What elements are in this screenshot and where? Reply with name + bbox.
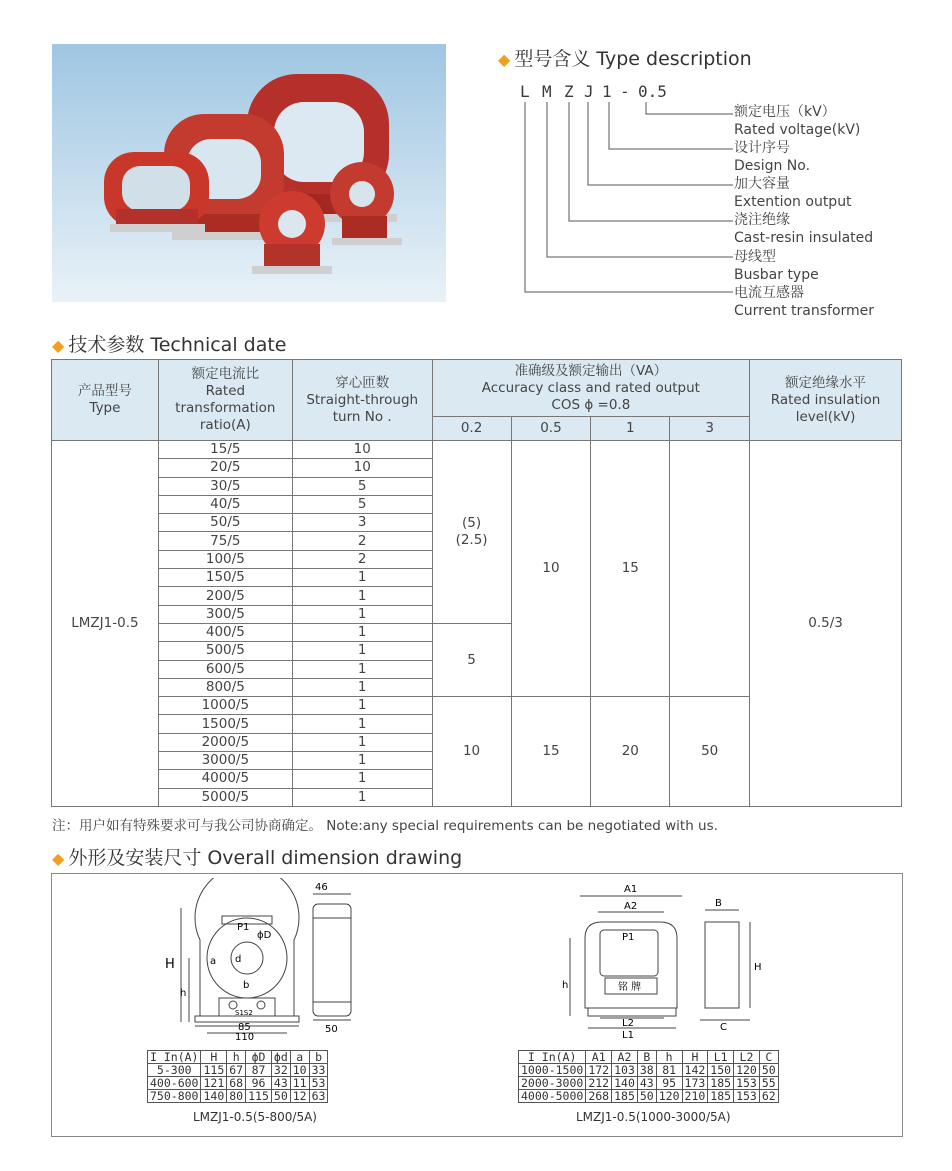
a-label: a [210, 956, 217, 967]
ratio-cell: 75/5 [158, 532, 292, 550]
col-header: B [637, 1051, 656, 1064]
turns-cell: 1 [292, 697, 432, 715]
group1-class-0-2: (5) (2.5) [432, 441, 511, 624]
diamond-bullet-icon: ◆ [498, 50, 511, 69]
turns-cell: 2 [292, 550, 432, 568]
large-ct-caption: LMZJ1-0.5(1000-3000/5A) [576, 1110, 731, 1124]
special-requirements-note: 注：用户如有特殊要求可与我公司协商确定。 Note:any special requirements can be negotiated with us. [52, 818, 718, 834]
table-cell: 50 [759, 1064, 778, 1077]
turns-cell: 2 [292, 532, 432, 550]
col-header: b [309, 1051, 328, 1064]
col-header: L2 [734, 1051, 760, 1064]
dimension-drawing-title-text: 外形及安装尺寸 Overall dimension drawing [68, 847, 463, 869]
dim-110-label: 110 [235, 1032, 255, 1043]
h-label: h [562, 980, 569, 991]
table-cell: 80 [227, 1090, 246, 1103]
header-insulation: 额定绝缘水平 Rated insulation level(kV) [750, 360, 902, 441]
code-char-m: M [542, 82, 552, 101]
header-class-3: 3 [670, 417, 750, 441]
turns-cell: 1 [292, 569, 432, 587]
header-class-1: 1 [591, 417, 670, 441]
dim-85-label: 85 [238, 1022, 251, 1033]
group1-class-1: 15 [591, 441, 670, 697]
table-cell: 210 [682, 1090, 708, 1103]
table-cell: 2000-3000 [519, 1077, 586, 1090]
ratio-cell: 600/5 [158, 660, 292, 678]
dim-46-label: 46 [315, 882, 328, 893]
turns-cell: 1 [292, 788, 432, 806]
turns-cell: 1 [292, 642, 432, 660]
header-accuracy: 准确级及额定输出（VA） Accuracy class and rated output COS ϕ =0.8 [432, 360, 749, 417]
technical-data-title [52, 330, 286, 357]
ratio-cell: 50/5 [158, 514, 292, 532]
turns-cell: 1 [292, 605, 432, 623]
turns-cell: 1 [292, 660, 432, 678]
meaning-voltage-zh: 额定电压（kV） [734, 104, 836, 120]
b-label: b [243, 980, 250, 991]
meaning-extention-zh: 加大容量 [734, 176, 790, 192]
nameplate-label: 铭 牌 [618, 982, 642, 993]
table-cell: 67 [227, 1064, 246, 1077]
table-cell: 140 [201, 1090, 227, 1103]
A2-label: A2 [624, 901, 638, 912]
turns-cell: 1 [292, 623, 432, 641]
ratio-cell: 40/5 [158, 495, 292, 513]
meaning-cast-zh: 浇注绝缘 [734, 212, 790, 228]
col-header: H [201, 1051, 227, 1064]
ratio-cell: 200/5 [158, 587, 292, 605]
col-header: H [682, 1051, 708, 1064]
meaning-busbar-en: Busbar type [734, 267, 819, 283]
code-char-l: L [520, 82, 530, 101]
col-header: I In(A) [148, 1051, 201, 1064]
p1-label: P1 [237, 922, 250, 933]
table-cell: 63 [309, 1090, 328, 1103]
col-header: h [656, 1051, 682, 1064]
col-header: L1 [708, 1051, 734, 1064]
table-cell: 150 [708, 1064, 734, 1077]
turns-cell: 5 [292, 495, 432, 513]
header-model: 产品型号 Type [52, 360, 159, 441]
small-ct-dimension-table [147, 1050, 328, 1103]
L2-label: L2 [622, 1018, 634, 1029]
diamond-bullet-icon: ◆ [52, 849, 65, 868]
C-label: C [720, 1022, 727, 1033]
table-cell: 38 [637, 1064, 656, 1077]
large-ct-drawing [560, 878, 770, 1048]
table-cell: 212 [586, 1077, 612, 1090]
group3-class-0-2: 10 [432, 697, 511, 807]
group1-class-3 [670, 441, 750, 697]
model-cell: LMZJ1-0.5 [52, 441, 159, 807]
L1-label: L1 [622, 1030, 634, 1041]
code-char-voltage: 0.5 [638, 82, 667, 101]
group3-class-1: 20 [591, 697, 670, 807]
technical-spec-table [51, 359, 902, 807]
technical-data-title-text: 技术参数 Technical date [68, 334, 287, 356]
phiD-label: ϕD [257, 930, 272, 941]
col-header: ϕD [246, 1051, 272, 1064]
table-cell: 268 [586, 1090, 612, 1103]
table-cell: 87 [246, 1064, 272, 1077]
meaning-cast-en: Cast-resin insulated [734, 230, 874, 246]
table-cell: 140 [612, 1077, 638, 1090]
table-cell: 153 [734, 1077, 760, 1090]
ratio-cell: 20/5 [158, 459, 292, 477]
ratio-cell: 1000/5 [158, 697, 292, 715]
ratio-cell: 5000/5 [158, 788, 292, 806]
table-cell: 10 [290, 1064, 309, 1077]
table-cell: 120 [734, 1064, 760, 1077]
group2-class-0-2: 5 [432, 623, 511, 696]
table-cell: 400-600 [148, 1077, 201, 1090]
table-cell: 68 [227, 1077, 246, 1090]
ratio-cell: 500/5 [158, 642, 292, 660]
dimension-drawing-title [52, 843, 462, 870]
dim-H-label: H [165, 957, 175, 972]
table-cell: 1000-1500 [519, 1064, 586, 1077]
ratio-cell: 150/5 [158, 569, 292, 587]
dim-50-label: 50 [325, 1024, 338, 1035]
large-ct-dimension-table [518, 1050, 779, 1103]
A1-label: A1 [624, 884, 638, 895]
meaning-busbar-zh: 母线型 [734, 249, 776, 265]
insulation-cell: 0.5/3 [750, 441, 902, 807]
table-cell: 43 [271, 1077, 290, 1090]
ratio-cell: 30/5 [158, 477, 292, 495]
H-label: H [754, 962, 762, 973]
turns-cell: 1 [292, 587, 432, 605]
table-cell: 96 [246, 1077, 272, 1090]
table-cell: 115 [201, 1064, 227, 1077]
code-char-1: 1 [602, 82, 612, 101]
group3-class-3: 50 [670, 697, 750, 807]
table-cell: 50 [637, 1090, 656, 1103]
small-ct-drawing [155, 878, 385, 1048]
type-description-title-text: 型号含义 Type description [514, 48, 752, 70]
table-cell: 115 [246, 1090, 272, 1103]
table-cell: 185 [708, 1077, 734, 1090]
group1-class-0-5: 10 [511, 441, 591, 697]
small-ct-caption: LMZJ1-0.5(5-800/5A) [193, 1110, 317, 1124]
ratio-cell: 15/5 [158, 441, 292, 459]
code-char-z: Z [564, 82, 574, 101]
table-cell: 121 [201, 1077, 227, 1090]
turns-cell: 3 [292, 514, 432, 532]
d-label: d [235, 954, 242, 965]
table-cell: 12 [290, 1090, 309, 1103]
table-cell: 173 [682, 1077, 708, 1090]
table-cell: 81 [656, 1064, 682, 1077]
table-cell: 5-300 [148, 1064, 201, 1077]
turns-cell: 1 [292, 733, 432, 751]
table-cell: 185 [708, 1090, 734, 1103]
table-cell: 172 [586, 1064, 612, 1077]
table-cell: 11 [290, 1077, 309, 1090]
ratio-cell: 800/5 [158, 678, 292, 696]
col-header: I In(A) [519, 1051, 586, 1064]
table-cell: 62 [759, 1090, 778, 1103]
meaning-design-zh: 设计序号 [734, 140, 790, 156]
table-cell: 53 [309, 1077, 328, 1090]
table-cell: 153 [734, 1090, 760, 1103]
turns-cell: 1 [292, 752, 432, 770]
diamond-bullet-icon: ◆ [52, 336, 65, 355]
table-cell: 750-800 [148, 1090, 201, 1103]
header-turns: 穿心匝数 Straight-through turn No . [292, 360, 432, 441]
col-header: h [227, 1051, 246, 1064]
ratio-cell: 4000/5 [158, 770, 292, 788]
type-code-lines [515, 98, 735, 298]
product-photo [52, 44, 446, 302]
table-cell: 103 [612, 1064, 638, 1077]
ratio-cell: 300/5 [158, 605, 292, 623]
p1-label: P1 [622, 932, 635, 943]
turns-cell: 5 [292, 477, 432, 495]
table-cell: 142 [682, 1064, 708, 1077]
ratio-cell: 3000/5 [158, 752, 292, 770]
header-class-0-5: 0.5 [511, 417, 591, 441]
ratio-cell: 1500/5 [158, 715, 292, 733]
table-cell: 4000-5000 [519, 1090, 586, 1103]
meaning-ct-zh: 电流互感器 [734, 285, 804, 301]
B-label: B [715, 898, 722, 909]
turns-cell: 1 [292, 715, 432, 733]
turns-cell: 1 [292, 678, 432, 696]
table-cell: 32 [271, 1064, 290, 1077]
ratio-cell: 2000/5 [158, 733, 292, 751]
meaning-design-en: Design No. [734, 158, 811, 174]
group3-class-0-5: 15 [511, 697, 591, 807]
turns-cell: 10 [292, 459, 432, 477]
ratio-cell: 400/5 [158, 623, 292, 641]
ratio-cell: 100/5 [158, 550, 292, 568]
code-char-dash: - [620, 82, 630, 101]
col-header: ϕd [271, 1051, 290, 1064]
table-cell: 33 [309, 1064, 328, 1077]
col-header: C [759, 1051, 778, 1064]
col-header: A1 [586, 1051, 612, 1064]
code-char-j: J [584, 82, 594, 101]
col-header: a [290, 1051, 309, 1064]
header-class-0-2: 0.2 [432, 417, 511, 441]
table-cell: 43 [637, 1077, 656, 1090]
table-cell: 120 [656, 1090, 682, 1103]
table-cell: 185 [612, 1090, 638, 1103]
meaning-extention-en: Extention output [734, 194, 852, 210]
header-ratio: 额定电流比 Rated transformation ratio(A) [158, 360, 292, 441]
dim-h-label: h [180, 988, 187, 999]
turns-cell: 10 [292, 441, 432, 459]
type-description-title [498, 44, 752, 71]
table-cell: 55 [759, 1077, 778, 1090]
meaning-voltage-en: Rated voltage(kV) [734, 122, 861, 138]
meaning-ct-en: Current transformer [734, 303, 875, 319]
s1s2-label: S1S2 [235, 1009, 253, 1017]
col-header: A2 [612, 1051, 638, 1064]
turns-cell: 1 [292, 770, 432, 788]
table-cell: 50 [271, 1090, 290, 1103]
table-cell: 95 [656, 1077, 682, 1090]
